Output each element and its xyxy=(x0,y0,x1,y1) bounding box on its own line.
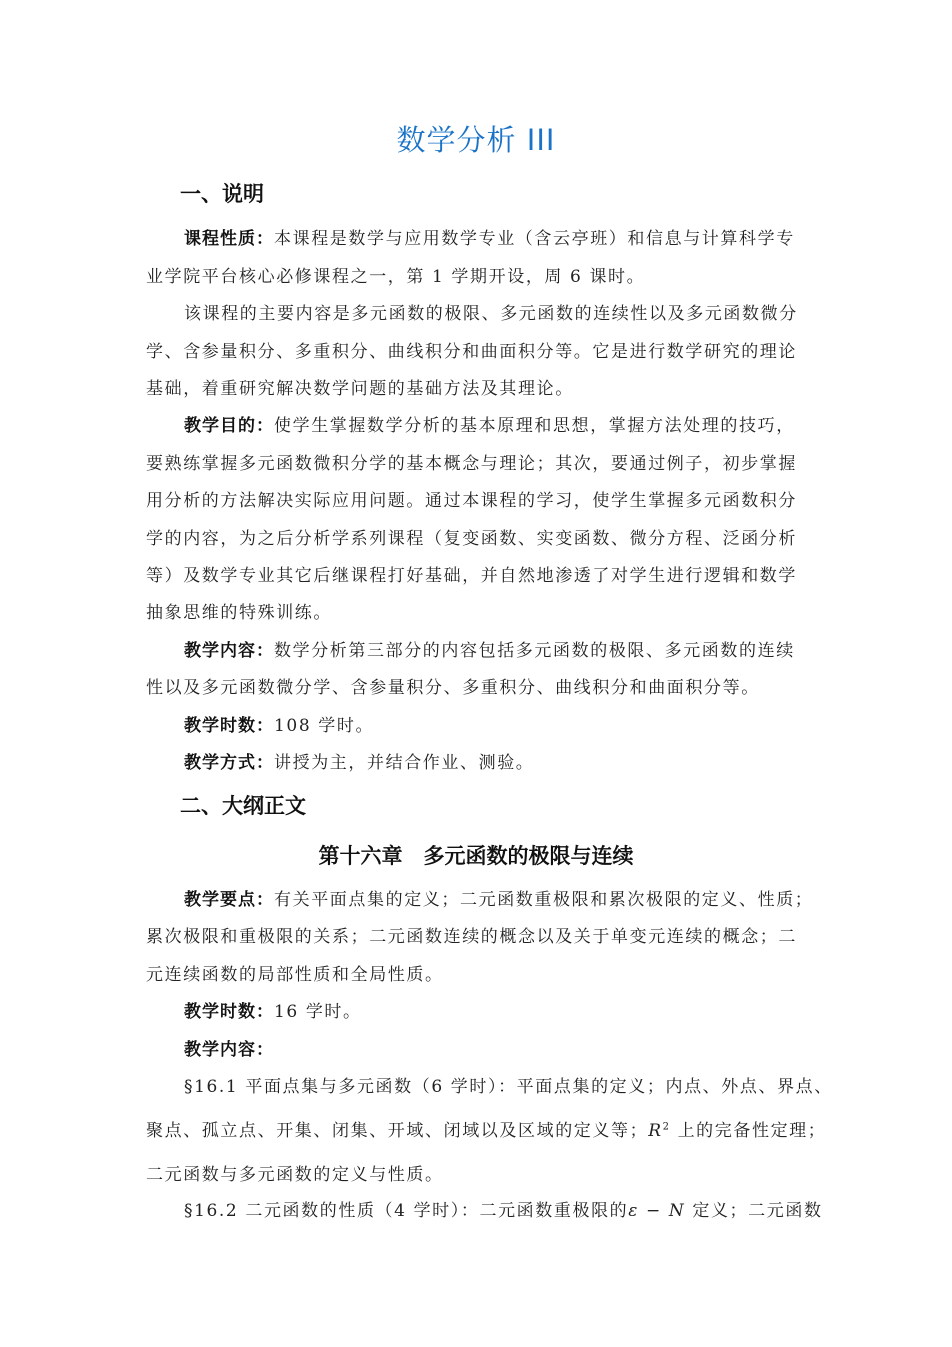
epsilon-n-symbol: ε − N xyxy=(628,1201,686,1221)
teaching-purpose-text-1: 使学生掌握数学分析的基本原理和思想，掌握方法处理的技巧， xyxy=(274,416,795,436)
chapter16-hours-value: 16 学时。 xyxy=(274,1002,362,1022)
teaching-hours-line xyxy=(184,711,374,736)
chapter16-content-label: 教学内容： xyxy=(184,1040,274,1060)
r2-superscript: 2 xyxy=(662,1121,671,1133)
chapter16-key-points-label: 教学要点： xyxy=(184,890,274,910)
course-nature-line-1 xyxy=(184,224,795,249)
content-summary-line-2: 学、含参量积分、多重积分、曲线积分和曲面积分等。它是进行数学研究的理论 xyxy=(146,342,797,362)
teaching-method-value: 讲授为主，并结合作业、测验。 xyxy=(274,753,535,773)
section-heading-outline: 二、大纲正文 xyxy=(180,794,306,818)
teaching-hours-label: 教学时数： xyxy=(184,716,274,736)
chapter16-hours-line xyxy=(184,997,362,1022)
teaching-purpose-label: 教学目的： xyxy=(184,416,274,436)
chapter16-content-line xyxy=(184,1035,274,1060)
chapter16-key-points-line-2: 累次极限和重极限的关系；二元函数连续的概念以及关于单变元连续的概念；二 xyxy=(146,927,797,947)
teaching-purpose-line-1 xyxy=(184,411,795,436)
section-16-1-line-1: §16.1 平面点集与多元函数（6 学时）：平面点集的定义；内点、外点、界点、 xyxy=(184,1077,833,1097)
chapter16-key-points-line-3: 元连续函数的局部性质和全局性质。 xyxy=(146,965,444,985)
chapter16-hours-label: 教学时数： xyxy=(184,1002,274,1022)
section-16-2-line-1 xyxy=(184,1196,823,1221)
teaching-content-line-2: 性以及多元函数微分学、含参量积分、多重积分、曲线积分和曲面积分等。 xyxy=(146,678,760,698)
section-16-1-text-2b: 上的完备性定理； xyxy=(670,1121,827,1141)
teaching-purpose-line-5: 等）及数学专业其它后继课程打好基础，并自然地渗透了对学生进行逻辑和数学 xyxy=(146,566,797,586)
course-nature-line-2: 业学院平台核心必修课程之一，第 1 学期开设，周 6 课时。 xyxy=(146,267,646,287)
teaching-purpose-line-2: 要熟练掌握多元函数微积分学的基本概念与理论；其次，要通过例子，初步掌握 xyxy=(146,454,797,474)
teaching-hours-value: 108 学时。 xyxy=(274,716,375,736)
teaching-content-label: 教学内容： xyxy=(184,641,274,661)
teaching-purpose-line-4: 学的内容，为之后分析学系列课程（复变函数、实变函数、微分方程、泛函分析 xyxy=(146,529,797,549)
course-nature-label: 课程性质： xyxy=(184,229,274,249)
teaching-method-line xyxy=(184,748,534,773)
teaching-purpose-line-3: 用分析的方法解决实际应用问题。通过本课程的学习，使学生掌握多元函数积分 xyxy=(146,491,797,511)
section-heading-description: 一、说明 xyxy=(180,182,264,206)
section-16-2-text-1a: §16.2 二元函数的性质（4 学时）：二元函数重极限的 xyxy=(184,1201,629,1221)
chapter16-key-points-line-1 xyxy=(184,885,813,910)
teaching-method-label: 教学方式： xyxy=(184,753,274,773)
chapter16-key-points-text-1: 有关平面点集的定义；二元函数重极限和累次极限的定义、性质； xyxy=(274,890,814,910)
teaching-purpose-line-6: 抽象思维的特殊训练。 xyxy=(146,603,332,623)
chapter-16-heading: 第十六章 多元函数的极限与连续 xyxy=(318,844,634,868)
r2-symbol: R xyxy=(648,1121,663,1141)
section-16-1-line-3: 二元函数与多元函数的定义与性质。 xyxy=(146,1165,444,1185)
section-16-1-line-2 xyxy=(146,1116,826,1141)
section-16-1-text-2a: 聚点、孤立点、开集、闭集、开域、闭域以及区域的定义等； xyxy=(146,1121,649,1141)
content-summary-line-1: 该课程的主要内容是多元函数的极限、多元函数的连续性以及多元函数微分 xyxy=(184,304,798,324)
content-summary-line-3: 基础，着重研究解决数学问题的基础方法及其理论。 xyxy=(146,379,574,399)
document-title: 数学分析 III xyxy=(396,123,556,157)
section-16-2-text-1b: 定义；二元函数 xyxy=(685,1201,823,1221)
teaching-content-text-1: 数学分析第三部分的内容包括多元函数的极限、多元函数的连续 xyxy=(274,641,795,661)
teaching-content-line-1 xyxy=(184,636,795,661)
course-nature-text-1: 本课程是数学与应用数学专业（含云亭班）和信息与计算科学专 xyxy=(274,229,795,249)
